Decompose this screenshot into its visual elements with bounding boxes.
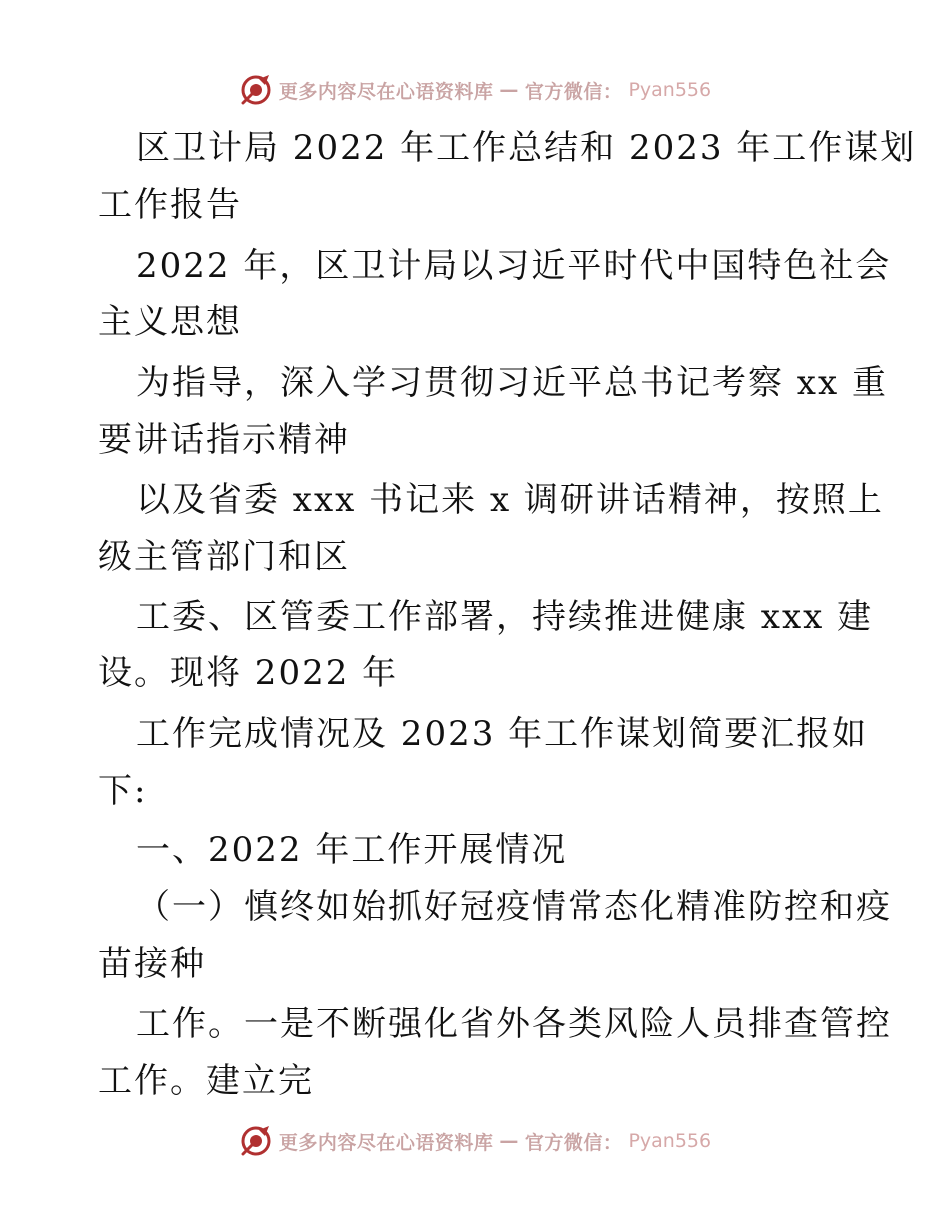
doc-text-line: 苗接种 xyxy=(98,944,206,984)
pen-logo-icon xyxy=(239,73,273,107)
watermark-site-text: 更多内容尽在心语资料库 xyxy=(278,80,494,103)
watermark-wechat-label: 官方微信： xyxy=(524,1131,623,1154)
doc-text-line: 以及省委 xxx 书记来 x 调研讲话精神，按照上 xyxy=(136,480,884,520)
footer-watermark xyxy=(0,1121,950,1161)
doc-title-line-2: 工作报告 xyxy=(98,185,242,225)
doc-text-line: 为指导，深入学习贯彻习近平总书记考察 xx 重 xyxy=(136,363,888,403)
doc-text-line: 工委、区管委工作部署，持续推进健康 xxx 建 xyxy=(136,597,874,637)
watermark-wechat-id: Pyan556 xyxy=(628,1130,712,1152)
pen-logo-icon xyxy=(239,1124,273,1158)
subsection-heading: （一）慎终如始抓好冠疫情常态化精准防控和疫 xyxy=(136,887,892,927)
doc-title-line-1: 区卫计局 2022 年工作总结和 2023 年工作谋划 xyxy=(136,128,917,168)
watermark-separator: — xyxy=(499,79,519,101)
doc-text-line: 工作完成情况及 2023 年工作谋划简要汇报如 xyxy=(136,714,869,754)
doc-text-line: 工作。一是不断强化省外各类风险人员排查管控 xyxy=(136,1004,892,1044)
section-heading: 一、2022 年工作开展情况 xyxy=(136,830,568,870)
doc-text-line: 下: xyxy=(98,771,148,811)
doc-text-line: 工作。建立完 xyxy=(98,1061,314,1101)
doc-text-line: 要讲话指示精神 xyxy=(98,420,350,460)
watermark-wechat-id: Pyan556 xyxy=(628,79,712,101)
watermark-separator: — xyxy=(499,1130,519,1152)
watermark-wechat-label: 官方微信： xyxy=(524,80,623,103)
doc-text-line: 设。现将 2022 年 xyxy=(98,653,399,693)
doc-text-line: 级主管部门和区 xyxy=(98,537,350,577)
watermark-site-text: 更多内容尽在心语资料库 xyxy=(278,1131,494,1154)
doc-text-line: 2022 年，区卫计局以习近平时代中国特色社会 xyxy=(136,246,892,286)
doc-text-line: 主义思想 xyxy=(98,302,242,342)
header-watermark xyxy=(0,70,950,110)
